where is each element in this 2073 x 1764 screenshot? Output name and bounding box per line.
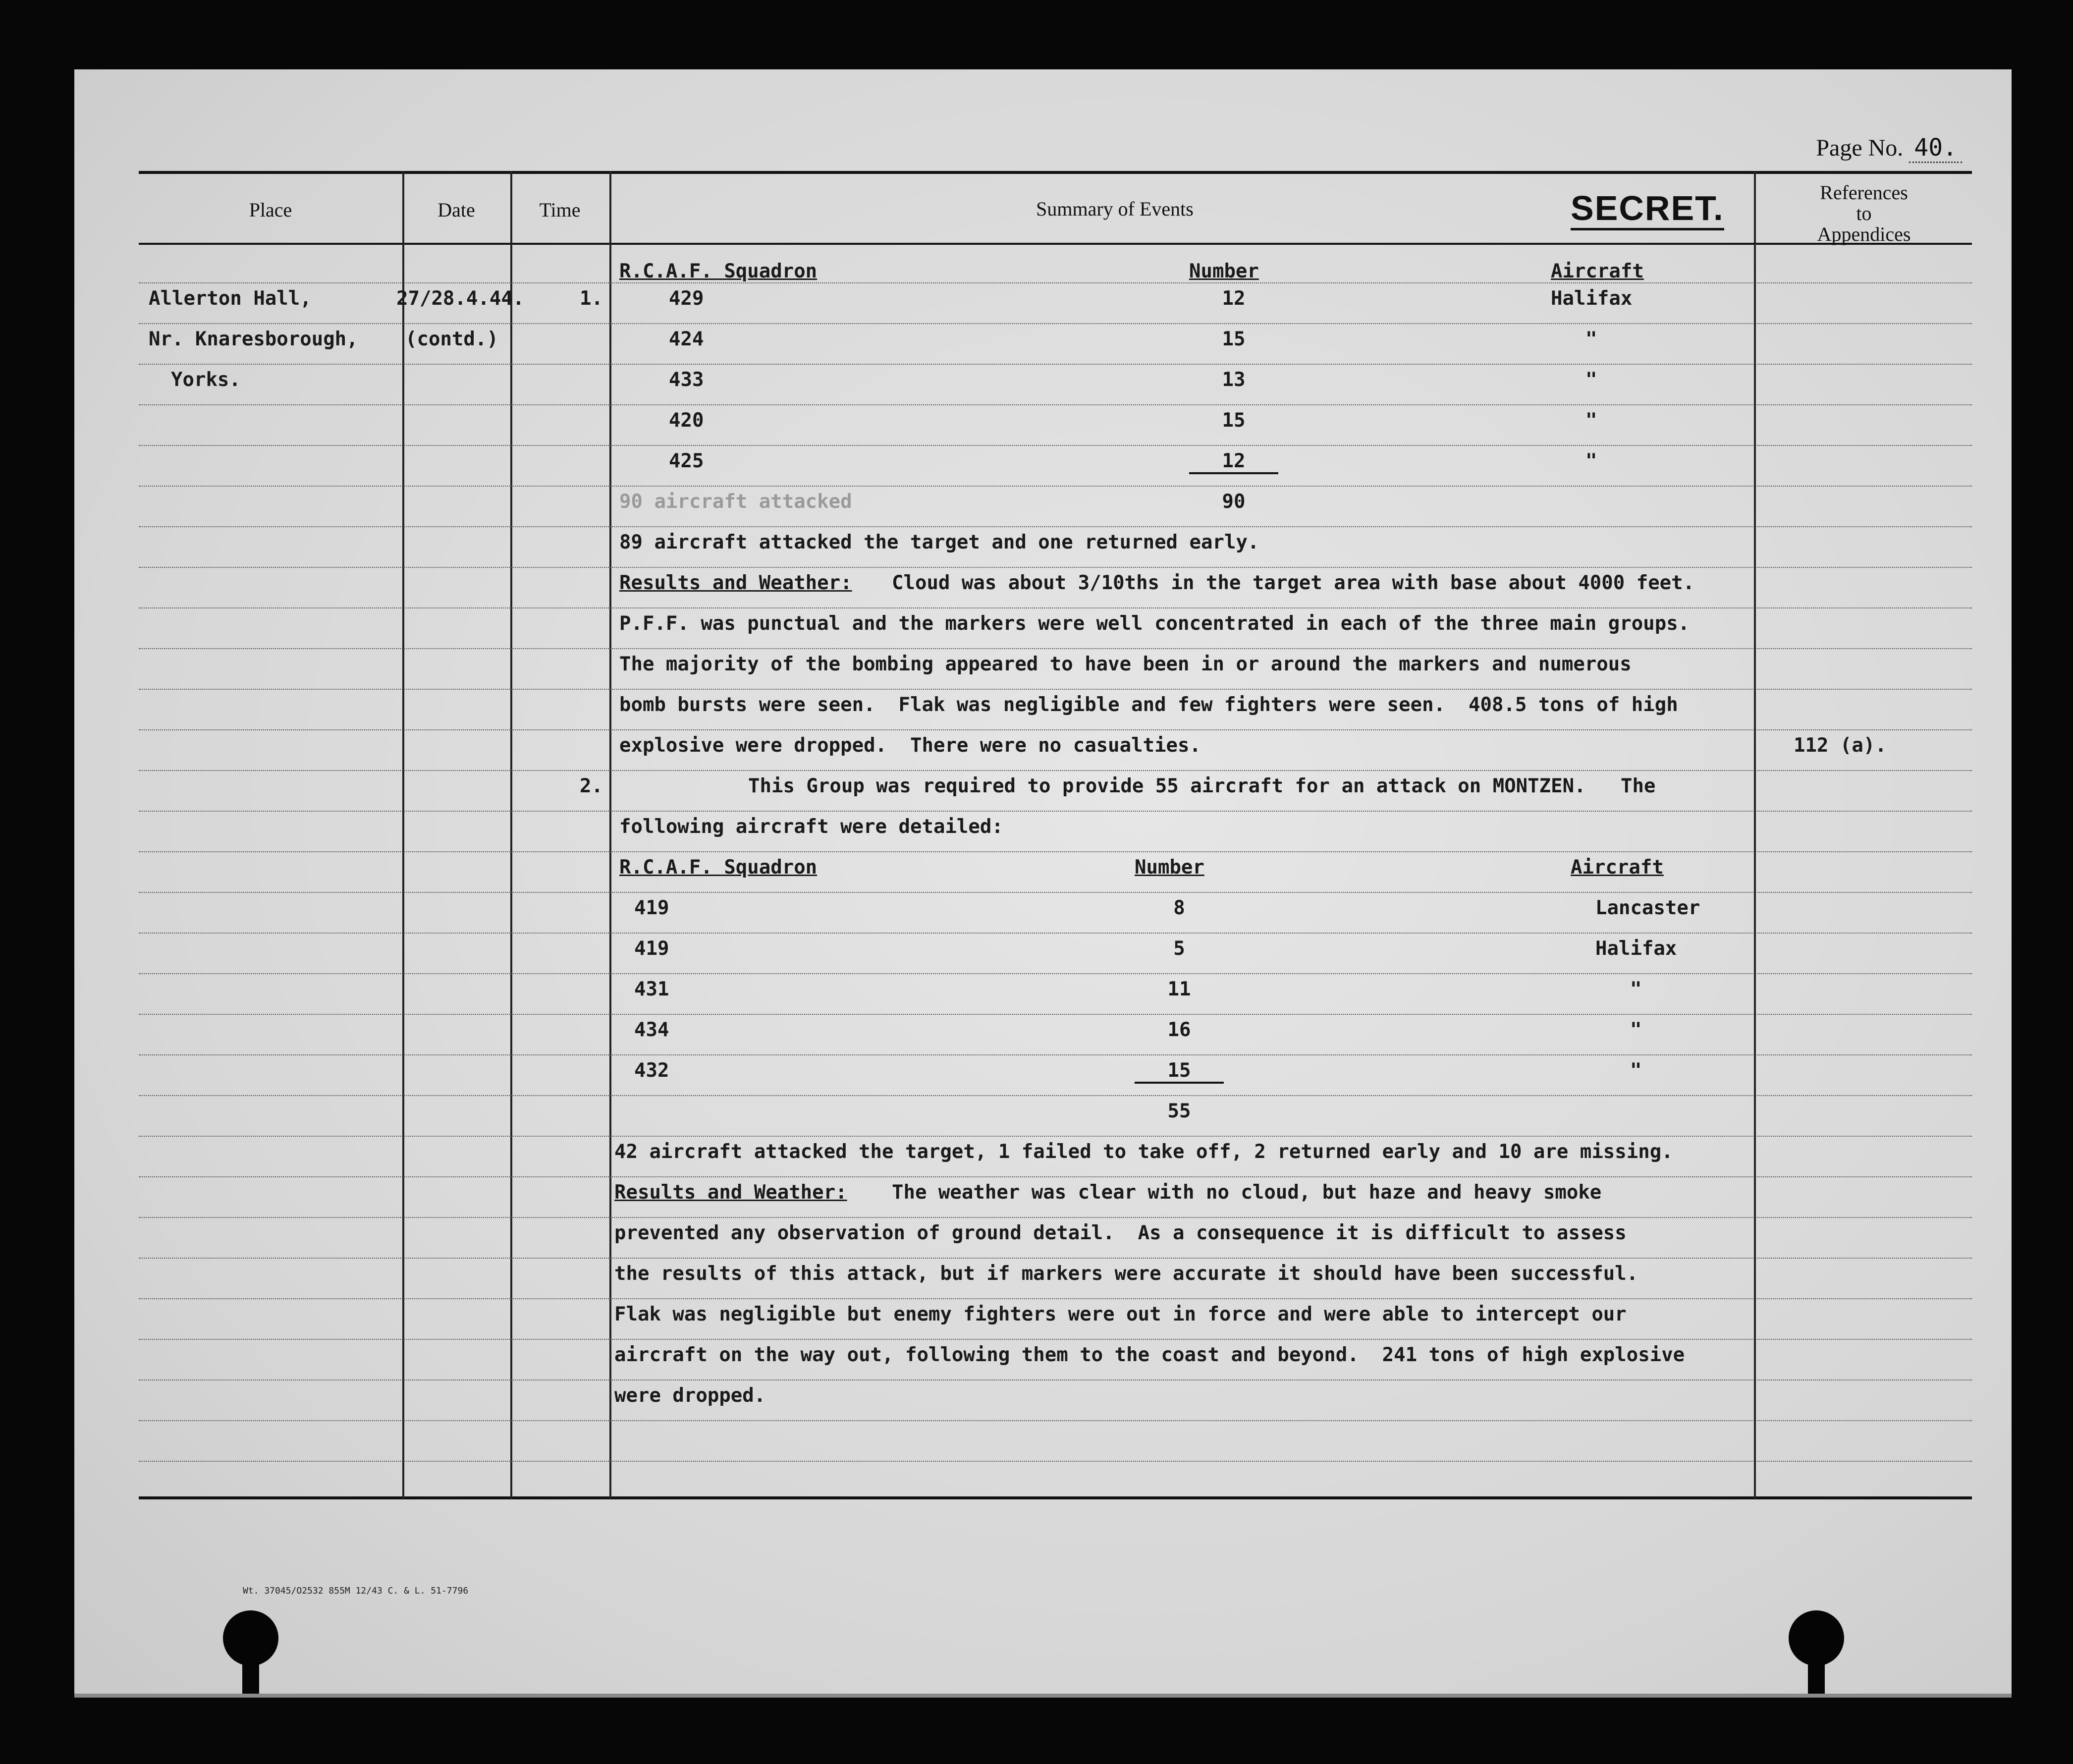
place-line-2: Nr. Knaresborough, xyxy=(149,328,358,350)
header-time: Time xyxy=(539,199,581,221)
s1-row-3-squadron: 433 xyxy=(669,369,704,391)
section-2-number: 2. xyxy=(580,775,603,797)
s1-row-1-number: 12 xyxy=(1222,287,1246,310)
s2-weather-line-1: The weather was clear with no cloud, but haze and heavy smoke xyxy=(892,1181,1602,1204)
s2-col-squadron: R.C.A.F. Squadron xyxy=(619,856,818,879)
divider-summary-refs xyxy=(1754,171,1756,1499)
s1-weather-line-3: The majority of the bombing appeared to have been in or around the markers and numerous xyxy=(619,653,1632,675)
s2-col-number: Number xyxy=(1135,856,1204,879)
s1-col-aircraft: Aircraft xyxy=(1551,260,1644,282)
s2-col-aircraft: Aircraft xyxy=(1571,856,1664,879)
s2-row-2-aircraft: Halifax xyxy=(1595,937,1677,960)
s1-row-2-number: 15 xyxy=(1222,328,1246,350)
s1-weather-line-2: P.F.F. was punctual and the markers were well concentrated in each of the three main groups. xyxy=(619,612,1690,635)
s2-row-5-squadron: 432 xyxy=(634,1059,669,1082)
s2-intro-line-1: This Group was required to provide 55 aircraft for an attack on MONTZEN. The xyxy=(748,775,1656,797)
s1-appendix-reference: 112 (a). xyxy=(1794,734,1887,757)
s2-row-2-squadron: 419 xyxy=(634,937,669,960)
bottom-rule xyxy=(139,1496,1972,1499)
s1-row-5-squadron: 425 xyxy=(669,450,704,472)
s1-weather-label: Results and Weather: xyxy=(619,572,852,594)
page-number-value: 40. xyxy=(1909,134,1962,163)
page-number: Page No. 40. xyxy=(1816,134,1962,163)
s1-row-3-number: 13 xyxy=(1222,369,1246,391)
s1-row-1-squadron: 429 xyxy=(669,287,704,310)
s1-row-4-squadron: 420 xyxy=(669,409,704,432)
s1-row-1-aircraft: Halifax xyxy=(1551,287,1633,310)
s1-weather-line-4: bomb bursts were seen. Flak was negligible and few fighters were seen. 408.5 tons of high xyxy=(619,694,1678,716)
s2-row-4-aircraft: " xyxy=(1630,1019,1642,1041)
divider-time-summary xyxy=(609,171,611,1499)
date-line-1: 27/28.4.44. xyxy=(396,287,525,310)
punch-slot-left xyxy=(242,1660,259,1695)
place-line-1: Allerton Hall, xyxy=(149,287,312,310)
header-references: References to Appendices xyxy=(1817,181,1911,245)
s2-row-3-aircraft: " xyxy=(1630,978,1642,1000)
s1-total-label: 90 aircraft attacked xyxy=(619,491,852,513)
s1-row-4-aircraft: " xyxy=(1585,409,1597,432)
s1-weather-line-1: Cloud was about 3/10ths in the target area with base about 4000 feet. xyxy=(892,572,1695,594)
header-summary: Summary of Events xyxy=(1036,198,1194,220)
s2-weather-line-6: were dropped. xyxy=(614,1384,766,1407)
s2-row-4-squadron: 434 xyxy=(634,1019,669,1041)
s1-col-squadron: R.C.A.F. Squadron xyxy=(619,260,818,282)
s2-intro-line-2: following aircraft were detailed: xyxy=(619,816,1003,838)
s1-row-2-aircraft: " xyxy=(1585,328,1597,350)
s2-row-1-aircraft: Lancaster xyxy=(1595,897,1700,919)
s2-row-5-number: 15 xyxy=(1135,1059,1224,1084)
date-line-2: (contd.) xyxy=(405,328,498,350)
place-line-3: Yorks. xyxy=(171,369,241,391)
s1-row-5-aircraft: " xyxy=(1585,450,1597,472)
divider-date-time xyxy=(510,171,512,1499)
punch-hole-right xyxy=(1789,1610,1844,1666)
s1-row-2-squadron: 424 xyxy=(669,328,704,350)
punch-hole-left xyxy=(223,1610,278,1666)
s2-weather-line-4: Flak was negligible but enemy fighters were out in force and were able to intercept our xyxy=(614,1303,1627,1325)
header-place: Place xyxy=(249,199,292,221)
section-1-number: 1. xyxy=(580,287,603,310)
s2-row-5-aircraft: " xyxy=(1630,1059,1642,1082)
divider-place-date xyxy=(402,171,404,1499)
header-date: Date xyxy=(437,199,475,221)
s2-weather-line-2: prevented any observation of ground detail. As a consequence it is difficult to assess xyxy=(614,1222,1627,1244)
s1-total: 90 xyxy=(1222,491,1246,513)
record-sheet xyxy=(74,69,2012,1695)
s2-weather-line-5: aircraft on the way out, following them to the coast and beyond. 241 tons of high explosive xyxy=(614,1344,1685,1366)
s1-result: 89 aircraft attacked the target and one returned early. xyxy=(619,531,1259,553)
s2-result: 42 aircraft attacked the target, 1 failed to take off, 2 returned early and 10 are missing. xyxy=(614,1141,1673,1163)
s2-weather-label: Results and Weather: xyxy=(614,1181,847,1204)
s1-weather-line-5: explosive were dropped. There were no casualties. xyxy=(619,734,1201,757)
s2-row-4-number: 16 xyxy=(1167,1019,1191,1041)
secret-stamp: SECRET. xyxy=(1571,188,1724,230)
s2-total: 55 xyxy=(1167,1100,1191,1122)
printer-imprint: Wt. 37045/O2532 855M 12/43 C. & L. 51-7796 xyxy=(243,1586,469,1596)
header-top-rule xyxy=(139,171,1972,174)
s1-row-3-aircraft: " xyxy=(1585,369,1597,391)
film-edge xyxy=(74,1694,2012,1698)
s1-row-4-number: 15 xyxy=(1222,409,1246,432)
s1-row-5-number: 12 xyxy=(1189,450,1278,474)
s2-weather-line-3: the results of this attack, but if markers were accurate it should have been successful. xyxy=(614,1263,1638,1285)
s2-row-3-number: 11 xyxy=(1167,978,1191,1000)
header-bottom-rule xyxy=(139,243,1972,245)
s2-row-1-number: 8 xyxy=(1173,897,1185,919)
punch-slot-right xyxy=(1808,1660,1825,1695)
s1-col-number: Number xyxy=(1189,260,1259,282)
s2-row-1-squadron: 419 xyxy=(634,897,669,919)
s2-row-3-squadron: 431 xyxy=(634,978,669,1000)
s2-row-2-number: 5 xyxy=(1173,937,1185,960)
